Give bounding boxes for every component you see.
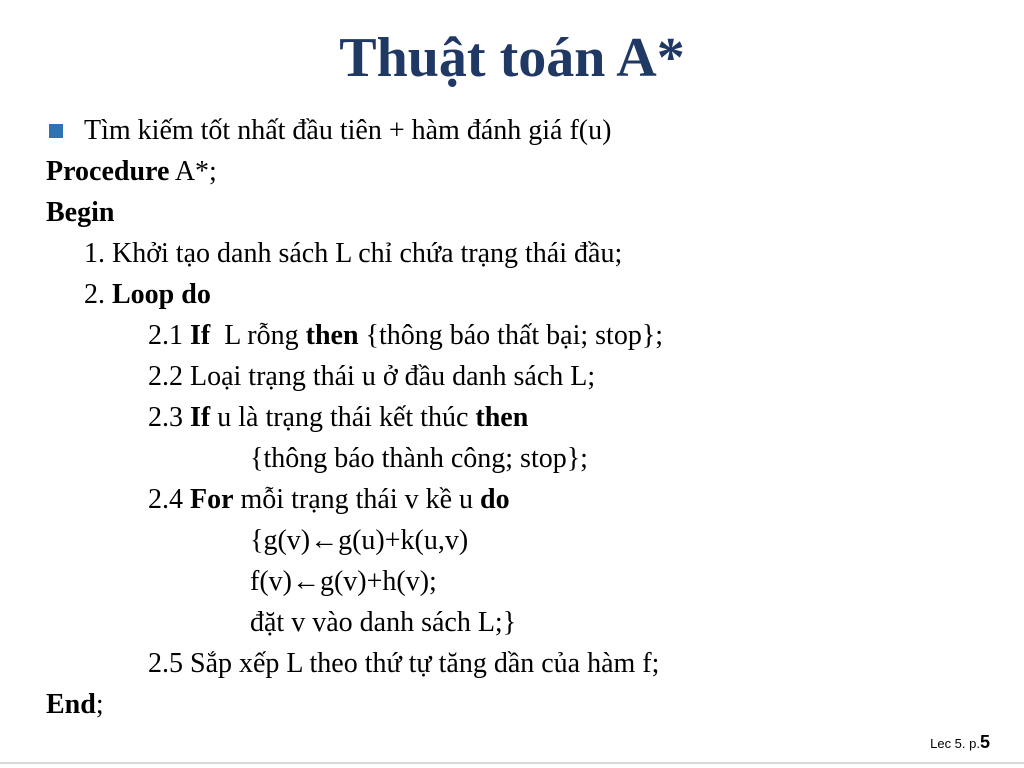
procedure-line: [46, 152, 217, 192]
do-keyword: do: [480, 484, 510, 515]
begin-keyword: Begin: [46, 197, 115, 228]
then-keyword: then: [475, 402, 529, 433]
bottom-divider: [0, 762, 1024, 764]
page-footer: [930, 732, 990, 754]
begin-line: [46, 193, 114, 233]
end-line: [46, 685, 104, 725]
step-2-4-body-1: {g(v)←g(u)+k(u,v): [250, 525, 469, 556]
step-2-3: [148, 398, 528, 438]
step-2-3-number: 2.3: [148, 402, 190, 433]
if-keyword: If: [190, 402, 211, 433]
step-2-4-number: 2.4: [148, 484, 190, 515]
step-1: 1. Khởi tạo danh sách L chỉ chứa trạng thái đầu;: [84, 238, 623, 269]
procedure-keyword: Procedure: [46, 156, 170, 187]
bullet-text: Tìm kiếm tốt nhất đầu tiên + hàm đánh giá f(u): [84, 115, 612, 146]
procedure-name: A*;: [169, 156, 217, 187]
loop-do-keyword: Loop do: [112, 279, 211, 310]
step-2-number: 2.: [84, 279, 112, 310]
page-number: 5: [979, 732, 990, 752]
step-2-1: [148, 316, 663, 356]
footer-label: Lec 5. p.: [930, 736, 980, 751]
step-2-4-body-2: f(v)←g(v)+h(v);: [250, 566, 437, 597]
step-2-2: 2.2 Loại trạng thái u ở đầu danh sách L;: [148, 361, 596, 392]
if-keyword: If: [190, 320, 211, 351]
step-2-4-condition: mỗi trạng thái v kề u: [233, 484, 481, 515]
then-keyword: then: [305, 320, 359, 351]
end-semicolon: ;: [95, 689, 104, 720]
step-2-4-body-3: đặt v vào danh sách L;}: [250, 607, 517, 638]
for-keyword: For: [190, 484, 234, 515]
end-keyword: End: [46, 689, 96, 720]
square-bullet-icon: [49, 124, 63, 138]
step-2-1-action: {thông báo thất bại; stop};: [358, 320, 664, 351]
step-2-3-condition: u là trạng thái kết thúc: [210, 402, 476, 433]
step-2-1-number: 2.1: [148, 320, 190, 351]
slide-title: Thuật toán A*: [339, 27, 685, 89]
step-2-3-body: {thông báo thành công; stop};: [250, 443, 588, 474]
step-2-5: 2.5 Sắp xếp L theo thứ tự tăng dần của hàm f;: [148, 648, 660, 679]
step-2-1-condition: L rỗng: [210, 320, 306, 351]
step-2-4: [148, 480, 510, 520]
step-2: [84, 275, 211, 315]
